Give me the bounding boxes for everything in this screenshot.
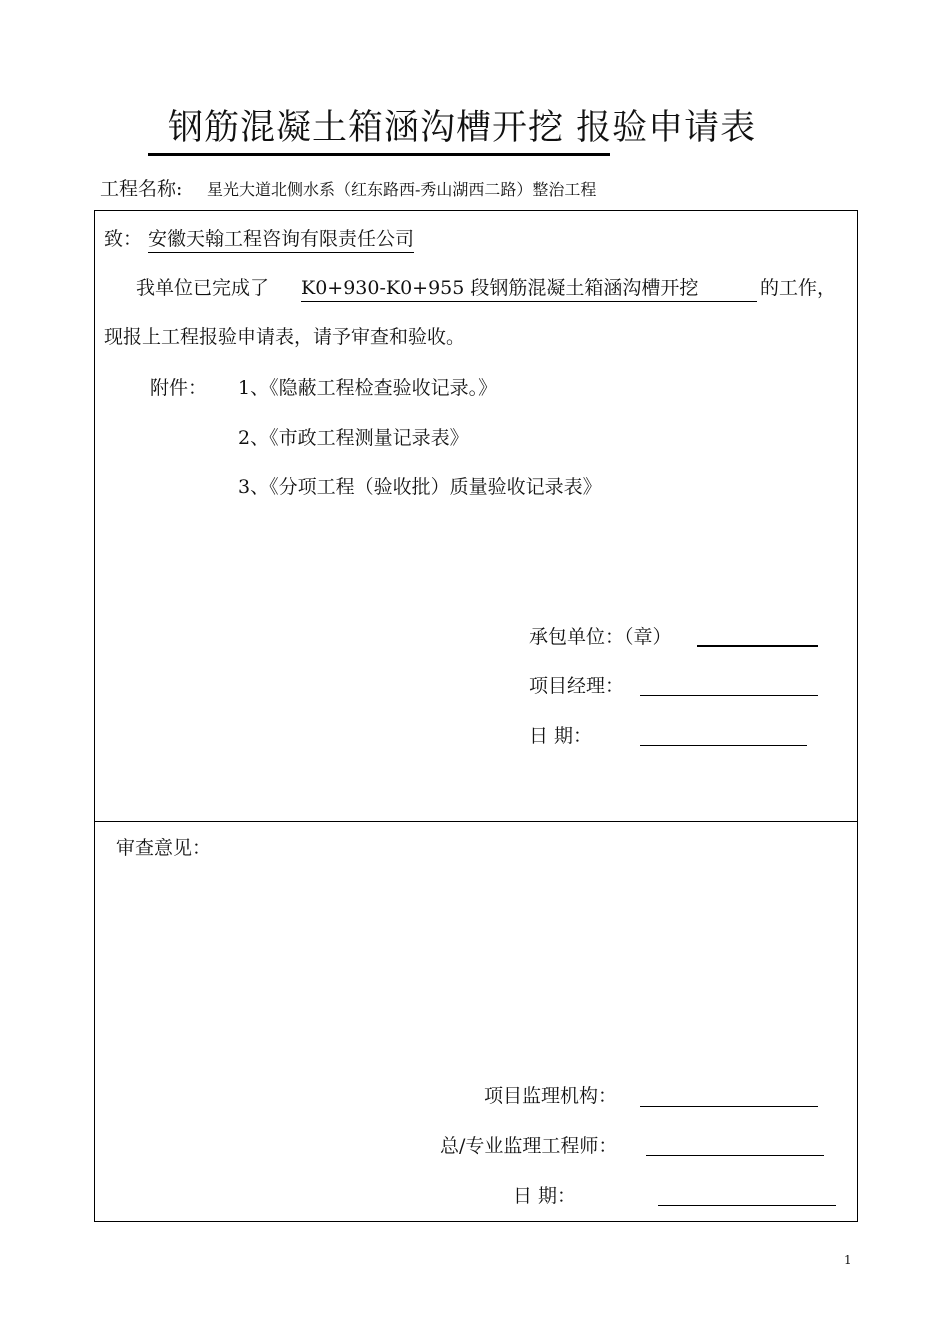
review-date-line <box>658 1205 836 1206</box>
supervising-engineer-line <box>646 1155 824 1156</box>
completion-text-suffix: 的工作， <box>760 277 837 299</box>
document-title: 钢筋混凝土箱涵沟槽开挖 报验申请表 <box>168 108 757 148</box>
completion-text-prefix: 我单位已完成了 <box>136 277 270 299</box>
supervising-engineer-label: 总/专业监理工程师： <box>440 1135 618 1157</box>
attachments-label: 附件： <box>150 377 208 399</box>
page-number: 1 <box>844 1253 852 1267</box>
form-box <box>94 210 858 1222</box>
addressee-value: 安徽天翰工程咨询有限责任公司 <box>148 224 414 253</box>
review-date-label: 日 期： <box>513 1185 577 1207</box>
project-name-label: 工程名称: <box>100 178 183 200</box>
project-manager-signature-line <box>640 695 818 696</box>
completed-work-item: K0+930-K0+955 段钢筋混凝土箱涵沟槽开挖 <box>301 273 757 302</box>
addressee-label: 致： <box>104 228 143 250</box>
project-manager-label: 项目经理： <box>529 675 625 697</box>
title-underline <box>148 153 610 156</box>
attachment-item: 2、《市政工程测量记录表》 <box>238 427 469 449</box>
section-divider <box>94 821 858 822</box>
contractor-signature-line <box>697 645 818 647</box>
attachment-item: 1、《隐蔽工程检查验收记录。》 <box>238 377 498 399</box>
project-name-value: 星光大道北侧水系（红东路西-秀山湖西二路）整治工程 <box>207 180 597 199</box>
attachment-item: 3、《分项工程（验收批）质量验收记录表》 <box>238 476 602 498</box>
request-statement: 现报上工程报验申请表，请予审查和验收。 <box>104 326 466 348</box>
supervision-agency-line <box>640 1106 818 1107</box>
supervision-agency-label: 项目监理机构： <box>484 1085 618 1107</box>
application-date-label: 日 期： <box>529 725 593 747</box>
review-opinion-label: 审查意见： <box>116 837 212 859</box>
contractor-label: 承包单位：（章） <box>529 626 672 648</box>
application-date-line <box>640 745 807 746</box>
